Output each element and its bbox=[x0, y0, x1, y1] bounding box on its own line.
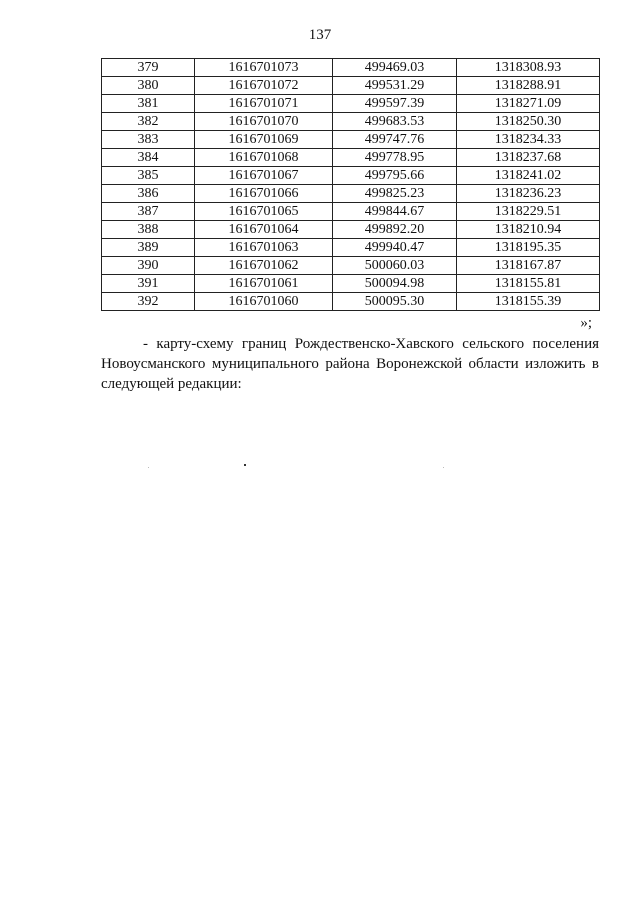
scan-speck bbox=[244, 464, 246, 466]
coordinates-table bbox=[101, 58, 600, 311]
point-number-cell: 390 bbox=[102, 257, 195, 275]
paragraph-line-2: Новоусманского муниципального района Воронежской области изложить в bbox=[101, 356, 599, 372]
table-row bbox=[102, 59, 600, 77]
point-id-cell: 1616701062 bbox=[195, 257, 333, 275]
paragraph-line-1: - карту-схему границ Рождественско-Хавского сельского поселения bbox=[143, 336, 599, 352]
x-coordinate-cell: 499747.76 bbox=[333, 131, 457, 149]
y-coordinate-cell: 1318308.93 bbox=[457, 59, 600, 77]
table-row bbox=[102, 113, 600, 131]
table-row bbox=[102, 131, 600, 149]
point-id-cell: 1616701068 bbox=[195, 149, 333, 167]
point-id-cell: 1616701063 bbox=[195, 239, 333, 257]
y-coordinate-cell: 1318210.94 bbox=[457, 221, 600, 239]
paragraph-line-3: следующей редакции: bbox=[101, 376, 242, 392]
table-row bbox=[102, 275, 600, 293]
page-number: 137 bbox=[308, 27, 332, 43]
point-id-cell: 1616701060 bbox=[195, 293, 333, 311]
y-coordinate-cell: 1318155.39 bbox=[457, 293, 600, 311]
point-number-cell: 384 bbox=[102, 149, 195, 167]
closing-quote: »; bbox=[580, 315, 592, 331]
point-id-cell: 1616701072 bbox=[195, 77, 333, 95]
point-number-cell: 379 bbox=[102, 59, 195, 77]
table-row bbox=[102, 149, 600, 167]
scan-speck bbox=[148, 467, 149, 468]
table-row bbox=[102, 221, 600, 239]
point-number-cell: 391 bbox=[102, 275, 195, 293]
point-id-cell: 1616701066 bbox=[195, 185, 333, 203]
y-coordinate-cell: 1318237.68 bbox=[457, 149, 600, 167]
point-id-cell: 1616701070 bbox=[195, 113, 333, 131]
point-number-cell: 382 bbox=[102, 113, 195, 131]
y-coordinate-cell: 1318250.30 bbox=[457, 113, 600, 131]
y-coordinate-cell: 1318271.09 bbox=[457, 95, 600, 113]
table-row bbox=[102, 77, 600, 95]
table-row bbox=[102, 185, 600, 203]
x-coordinate-cell: 499940.47 bbox=[333, 239, 457, 257]
scan-speck bbox=[443, 467, 444, 468]
point-id-cell: 1616701069 bbox=[195, 131, 333, 149]
x-coordinate-cell: 499795.66 bbox=[333, 167, 457, 185]
table-row bbox=[102, 203, 600, 221]
point-number-cell: 387 bbox=[102, 203, 195, 221]
y-coordinate-cell: 1318229.51 bbox=[457, 203, 600, 221]
point-number-cell: 392 bbox=[102, 293, 195, 311]
y-coordinate-cell: 1318288.91 bbox=[457, 77, 600, 95]
y-coordinate-cell: 1318195.35 bbox=[457, 239, 600, 257]
y-coordinate-cell: 1318236.23 bbox=[457, 185, 600, 203]
point-number-cell: 388 bbox=[102, 221, 195, 239]
x-coordinate-cell: 499469.03 bbox=[333, 59, 457, 77]
point-id-cell: 1616701065 bbox=[195, 203, 333, 221]
table-row bbox=[102, 167, 600, 185]
x-coordinate-cell: 499597.39 bbox=[333, 95, 457, 113]
point-number-cell: 385 bbox=[102, 167, 195, 185]
point-id-cell: 1616701067 bbox=[195, 167, 333, 185]
point-id-cell: 1616701064 bbox=[195, 221, 333, 239]
point-number-cell: 381 bbox=[102, 95, 195, 113]
x-coordinate-cell: 500060.03 bbox=[333, 257, 457, 275]
x-coordinate-cell: 500095.30 bbox=[333, 293, 457, 311]
point-id-cell: 1616701071 bbox=[195, 95, 333, 113]
amendment-paragraph bbox=[101, 334, 599, 394]
coordinates-table-body bbox=[102, 59, 600, 311]
x-coordinate-cell: 500094.98 bbox=[333, 275, 457, 293]
table-row bbox=[102, 239, 600, 257]
x-coordinate-cell: 499531.29 bbox=[333, 77, 457, 95]
table-row bbox=[102, 293, 600, 311]
point-number-cell: 383 bbox=[102, 131, 195, 149]
y-coordinate-cell: 1318241.02 bbox=[457, 167, 600, 185]
table-row bbox=[102, 257, 600, 275]
y-coordinate-cell: 1318167.87 bbox=[457, 257, 600, 275]
point-number-cell: 380 bbox=[102, 77, 195, 95]
x-coordinate-cell: 499778.95 bbox=[333, 149, 457, 167]
point-id-cell: 1616701061 bbox=[195, 275, 333, 293]
y-coordinate-cell: 1318234.33 bbox=[457, 131, 600, 149]
point-number-cell: 389 bbox=[102, 239, 195, 257]
x-coordinate-cell: 499683.53 bbox=[333, 113, 457, 131]
table-row bbox=[102, 95, 600, 113]
point-number-cell: 386 bbox=[102, 185, 195, 203]
x-coordinate-cell: 499844.67 bbox=[333, 203, 457, 221]
x-coordinate-cell: 499825.23 bbox=[333, 185, 457, 203]
point-id-cell: 1616701073 bbox=[195, 59, 333, 77]
x-coordinate-cell: 499892.20 bbox=[333, 221, 457, 239]
y-coordinate-cell: 1318155.81 bbox=[457, 275, 600, 293]
